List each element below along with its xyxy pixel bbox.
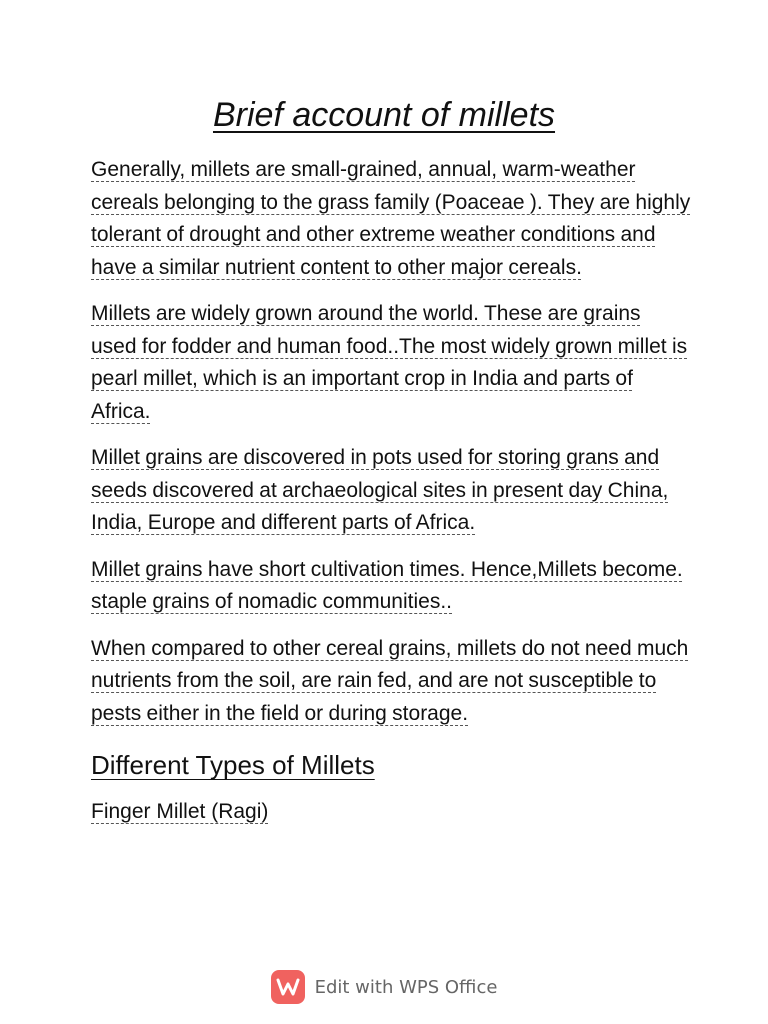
- wps-edit-banner[interactable]: [0, 970, 768, 1004]
- paragraph-1: Generally, millets are small-grained, annual, warm-weather cereals belonging to the grass family (Poaceae ). They are highly tolerant of drought and other extreme weather conditions and have a similar nutrient content to other major cereals.: [91, 158, 691, 279]
- paragraph-3: Millet grains are discovered in pots used for storing grans and seeds discovered at archaeological sites in present day China, India, Europe and different parts of Africa.: [91, 446, 669, 534]
- wps-edit-text[interactable]: Edit with WPS Office: [314, 976, 498, 998]
- subheading-finger-millet: Finger Millet (Ragi): [91, 800, 269, 823]
- paragraph-2: Millets are widely grown around the world. These are grains used for fodder and human food..The most widely grown millet is pearl millet, which is an important crop in India and parts of Africa.: [91, 302, 688, 423]
- paragraph-4: Millet grains have short cultivation times. Hence,Millets become. staple grains of nomadic communities..: [91, 557, 683, 613]
- document-body: [91, 154, 691, 828]
- document-title: Brief account of millets: [212, 96, 556, 134]
- section-heading: Different Types of Millets: [91, 750, 375, 780]
- paragraph-5: When compared to other cereal grains, millets do not need much nutrients from the soil, are rain fed, and are not susceptible to pests either in the field or during storage.: [91, 636, 689, 725]
- wps-logo-icon: [271, 970, 305, 1004]
